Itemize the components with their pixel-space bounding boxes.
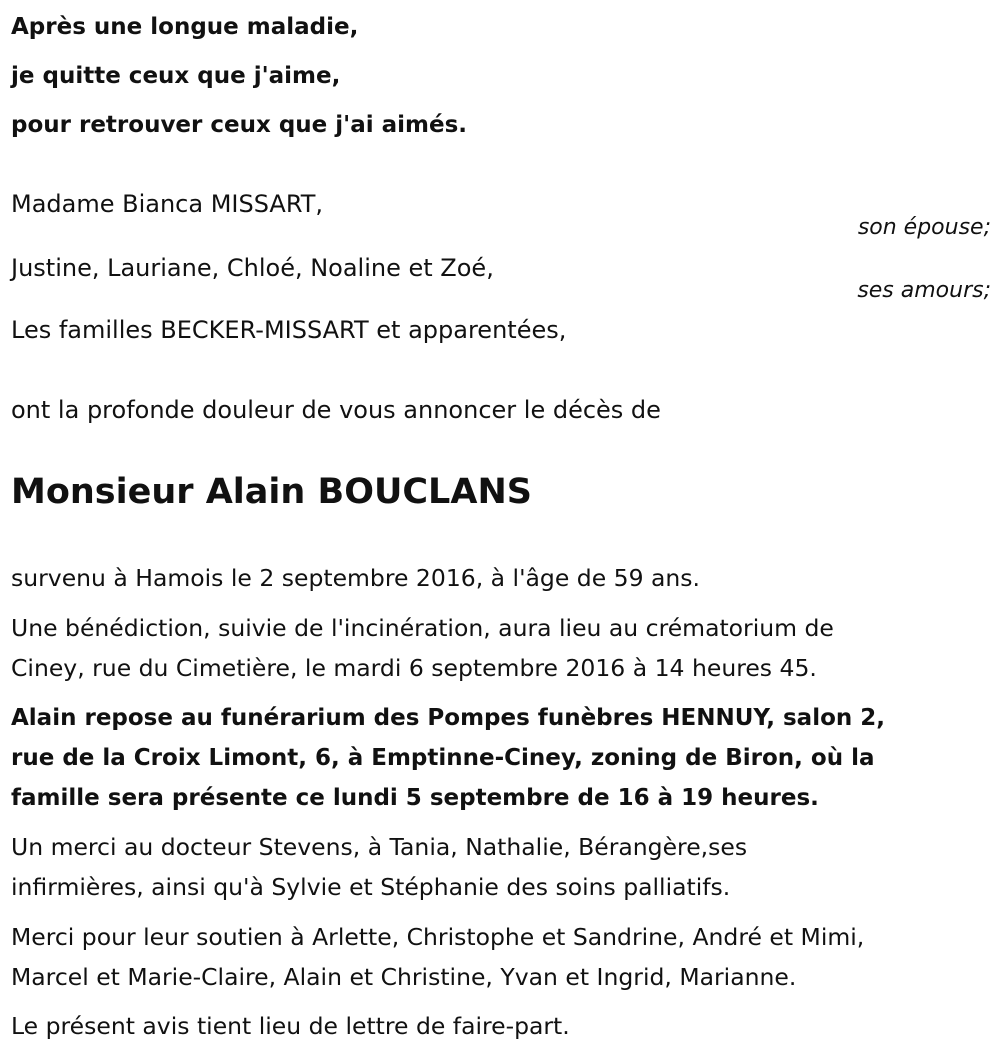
opening-quote-line-1: Après une longue maladie,	[11, 14, 359, 40]
visitation-paragraph	[11, 698, 996, 818]
family-relatives: Les familles BECKER-MISSART et apparentées,	[11, 316, 567, 344]
thanks-paragraph	[11, 827, 996, 907]
closing-notice: Le présent avis tient lieu de lettre de faire-part.	[11, 1012, 570, 1040]
announcement-text: ont la profonde douleur de vous annoncer le décès de	[11, 396, 661, 424]
visitation-line-1: Alain repose au funérarium des Pompes funèbres HENNUY, salon 2,	[11, 705, 886, 731]
ceremony-line-1: Une bénédiction, suivie de l'incinération, aura lieu au crématorium de	[11, 614, 834, 642]
relation-children: ses amours;	[857, 278, 991, 303]
deceased-name: Monsieur Alain BOUCLANS	[11, 472, 532, 512]
visitation-line-2: rue de la Croix Limont, 6, à Emptinne-Ciney, zoning de Biron, où la	[11, 745, 875, 771]
ceremony-paragraph	[11, 608, 996, 688]
family-children: Justine, Lauriane, Chloé, Noaline et Zoé,	[11, 254, 494, 282]
support-line-2: Marcel et Marie-Claire, Alain et Christine, Yvan et Ingrid, Marianne.	[11, 963, 797, 991]
support-paragraph	[11, 917, 996, 997]
family-spouse: Madame Bianca MISSART,	[11, 190, 324, 218]
relation-spouse: son épouse;	[857, 215, 991, 240]
obituary-notice	[11, 0, 991, 1061]
ceremony-line-2: Ciney, rue du Cimetière, le mardi 6 septembre 2016 à 14 heures 45.	[11, 654, 817, 682]
opening-quote-line-2: je quitte ceux que j'aime,	[11, 63, 341, 89]
support-line-1: Merci pour leur soutien à Arlette, Christophe et Sandrine, André et Mimi,	[11, 923, 865, 951]
visitation-line-3: famille sera présente ce lundi 5 septembre de 16 à 19 heures.	[11, 785, 819, 811]
opening-quote-line-3: pour retrouver ceux que j'ai aimés.	[11, 112, 468, 138]
thanks-line-1: Un merci au docteur Stevens, à Tania, Nathalie, Bérangère,ses	[11, 833, 748, 861]
death-info: survenu à Hamois le 2 septembre 2016, à l'âge de 59 ans.	[11, 564, 701, 592]
thanks-line-2: infirmières, ainsi qu'à Sylvie et Stéphanie des soins palliatifs.	[11, 873, 731, 901]
